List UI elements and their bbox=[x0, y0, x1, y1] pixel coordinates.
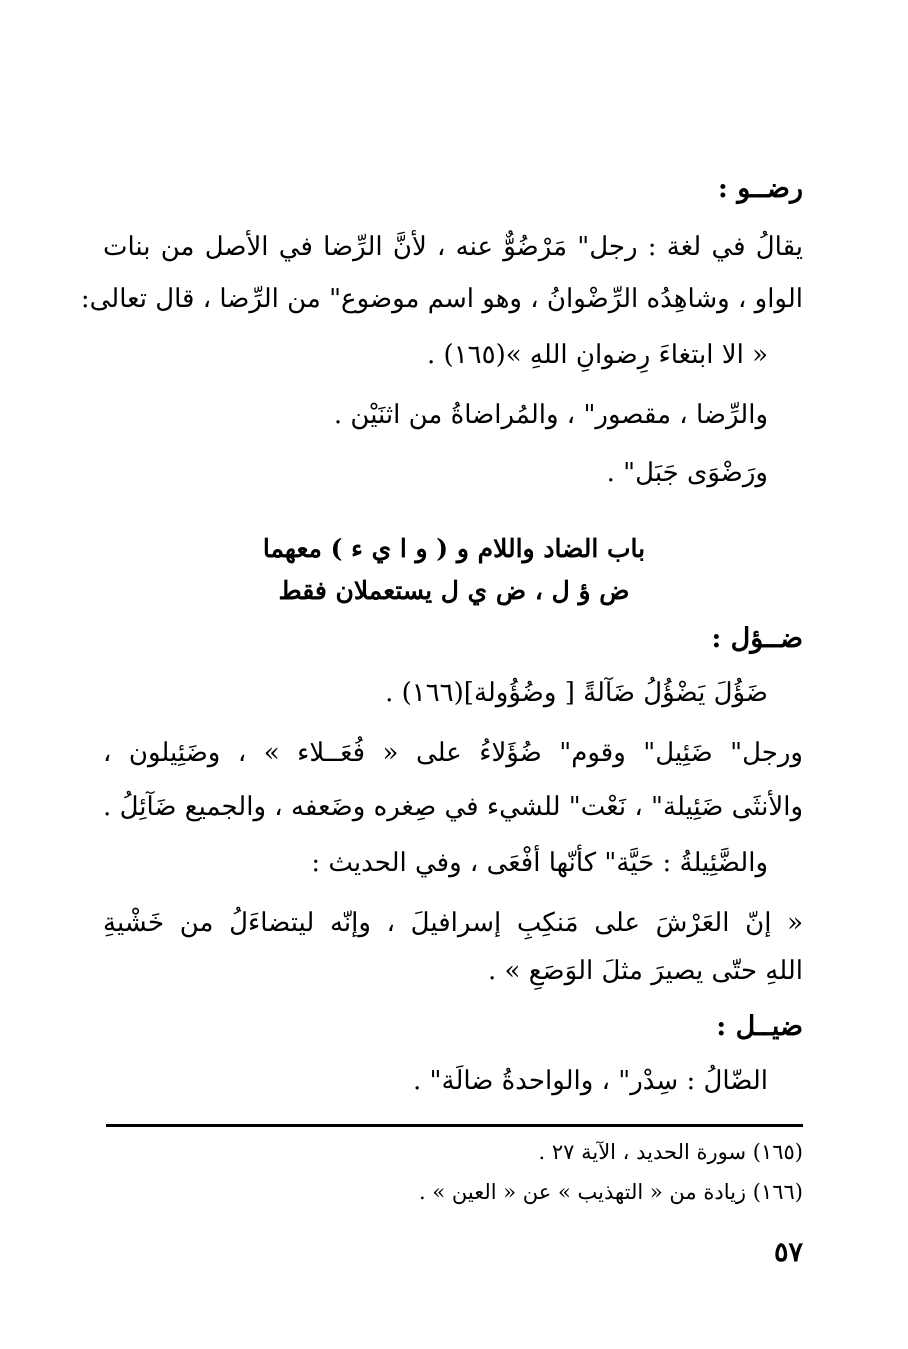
entry-heading-dyl: ضيــل : bbox=[716, 1011, 803, 1042]
quran-quote: « الا ابتغاءَ رِضوانِ اللهِ »(١٦٥) . bbox=[427, 340, 768, 370]
entry-text-line: ورجل" ضَئِيل" وقوم" ضُؤَلاءُ على « فُعَــلاء » ، وضَئِيلون ، bbox=[103, 738, 803, 768]
chapter-subtitle: ض ؤ ل ، ض ي ل يستعملان فقط bbox=[278, 576, 630, 605]
footnote-166: (١٦٦) زيادة من « التهذيب » عن « العين » . bbox=[419, 1180, 803, 1204]
footnote-divider bbox=[106, 1124, 803, 1127]
entry-text-line: يقالُ في لغة : رجل" مَرْضُوٌّ عنه ، لأنَّ الرِّضا في الأصل من بنات bbox=[103, 232, 803, 262]
page-number: ٥٧ bbox=[773, 1237, 803, 1268]
entry-heading-rdw: رضــو : bbox=[717, 173, 803, 204]
footnote-165: (١٦٥) سورة الحديد ، الآية ٢٧ . bbox=[538, 1140, 803, 1164]
entry-text-line: والضَّئِيلةُ : حَيَّة" كأنّها أفْعَى ، وفي الحديث : bbox=[311, 848, 768, 878]
hadith-quote-end: اللهِ حتّى يصيرَ مثلَ الوَصَعِ » . bbox=[488, 956, 803, 986]
hadith-quote: « إنّ العَرْشَ على مَنكِبِ إسرافيلَ ، وإنّه ليتضاءَلُ من خَشْيةِ bbox=[103, 908, 803, 938]
entry-heading-dal: ضــؤل : bbox=[711, 623, 803, 654]
chapter-title: باب الضاد واللام و ( و ا ي ء ) معهما bbox=[262, 534, 646, 563]
entry-text-line: الضّالُ : سِدْر" ، والواحدةُ ضالَة" . bbox=[413, 1066, 768, 1096]
entry-text-line: ضَؤُلَ يَضْؤُلُ ضَآلةً [ وضُؤُولة](١٦٦) . bbox=[385, 678, 768, 708]
entry-text-line: والأنثَى ضَئِيلة" ، نَعْت" للشيء في صِغره وضَعفه ، والجميع ضَآئِلُ . bbox=[103, 792, 804, 822]
entry-text-line: الواو ، وشاهِدُه الرِّضْوانُ ، وهو اسم موضوع" من الرِّضا ، قال تعالى: bbox=[80, 284, 803, 314]
entry-text-line: ورَضْوَى جَبَل" . bbox=[606, 458, 768, 488]
entry-text-line: والرِّضا ، مقصور" ، والمُراضاةُ من اثنَيْن . bbox=[333, 400, 768, 430]
